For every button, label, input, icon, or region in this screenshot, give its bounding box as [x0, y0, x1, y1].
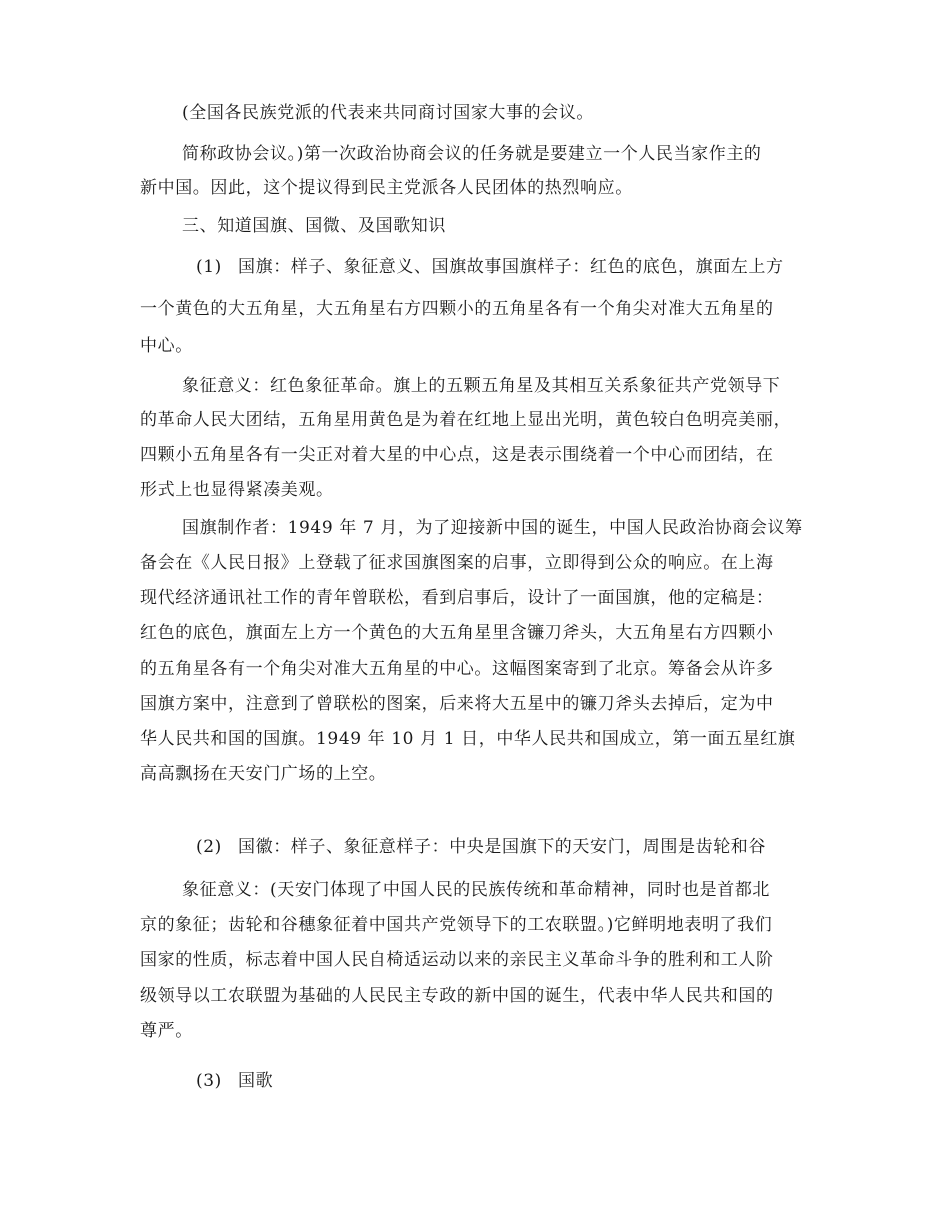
paragraph-line: 象征意义：(天安门体现了中国人民的民族传统和革命精神，同时也是首都北 [182, 880, 771, 900]
paragraph-line: 象征意义：红色象征革命。旗上的五颗五角星及其相互关系象征共产党领导下 [182, 376, 781, 396]
list-number: (2) [196, 837, 222, 857]
paragraph-line: 中心。 [140, 336, 193, 356]
paragraph-line: 华人民共和国的国旗。1949 年 10 月 1 日，中华人民共和国成立，第一面五星红旗 [140, 729, 796, 749]
paragraph-line: 新中国。因此，这个提议得到民主党派各人民团体的热烈响应。 [140, 178, 633, 198]
list-item-flag [196, 256, 784, 278]
paragraph-line: 级领导以工农联盟为基础的人民民主专政的新中国的诞生，代表中华人民共和国的 [140, 986, 774, 1006]
paragraph-line: 的五角星各有一个角尖对准大五角星的中心。这幅图案寄到了北京。筹备会从许多 [140, 659, 774, 679]
paragraph-line: (全国各民族党派的代表来共同商讨国家大事的会议。 [182, 103, 595, 123]
paragraph-line: 四颗小五角星各有一尖正对着大星的中心点，这是表示围绕着一个中心而团结，在 [140, 445, 774, 465]
paragraph-line: 国旗方案中，注意到了曾联松的图案，后来将大五星中的镰刀斧头去掉后，定为中 [140, 694, 774, 714]
paragraph-line: 的革命人民大团结，五角星用黄色是为着在红地上显出光明，黄色较白色明亮美丽， [140, 410, 792, 430]
list-number: (3) [196, 1071, 222, 1091]
paragraph-line: 国旗制作者：1949 年 7 月，为了迎接新中国的诞生，中国人民政治协商会议筹 [182, 518, 803, 538]
paragraph-line: 形式上也显得紧凑美观。 [140, 480, 334, 500]
paragraph-line: 一个黄色的大五角星，大五角星右方四颗小的五角星各有一个角尖对准大五角星的 [140, 299, 774, 319]
paragraph-line: 国旗：样子、象征意义、国旗故事国旗样子：红色的底色，旗面左上方 [238, 257, 784, 277]
list-item-emblem [196, 836, 766, 858]
paragraph-line: 国歌 [238, 1071, 274, 1091]
paragraph-line: 现代经济通讯社工作的青年曾联松，看到启事后，设计了一面国旗，他的定稿是： [140, 588, 774, 608]
paragraph-line: 高高飘扬在天安门广场的上空。 [140, 764, 387, 784]
section-heading: 三、知道国旗、国微、及国歌知识 [182, 216, 446, 236]
paragraph-line: 备会在《人民日报》上登载了征求国旗图案的启事，立即得到公众的响应。在上海 [140, 553, 774, 573]
paragraph-line: 国徽：样子、象征意样子：中央是国旗下的天安门，周围是齿轮和谷 [238, 837, 766, 857]
paragraph-line: 红色的底色，旗面左上方一个黄色的大五角星里含镰刀斧头，大五角星右方四颗小 [140, 623, 774, 643]
paragraph-line: 简称政协会议。)第一次政治协商会议的任务就是要建立一个人民当家作主的 [182, 144, 762, 164]
paragraph-line: 京的象征；齿轮和谷穗象征着中国共产党领导下的工农联盟。)它鲜明地表明了我们 [140, 915, 773, 935]
paragraph-line: 尊严。 [140, 1021, 193, 1041]
paragraph-line: 国家的性质，标志着中国人民自椅适运动以来的亲民主义革命斗争的胜利和工人阶 [140, 950, 774, 970]
list-number: (1) [196, 257, 222, 277]
list-item-anthem [196, 1070, 273, 1092]
